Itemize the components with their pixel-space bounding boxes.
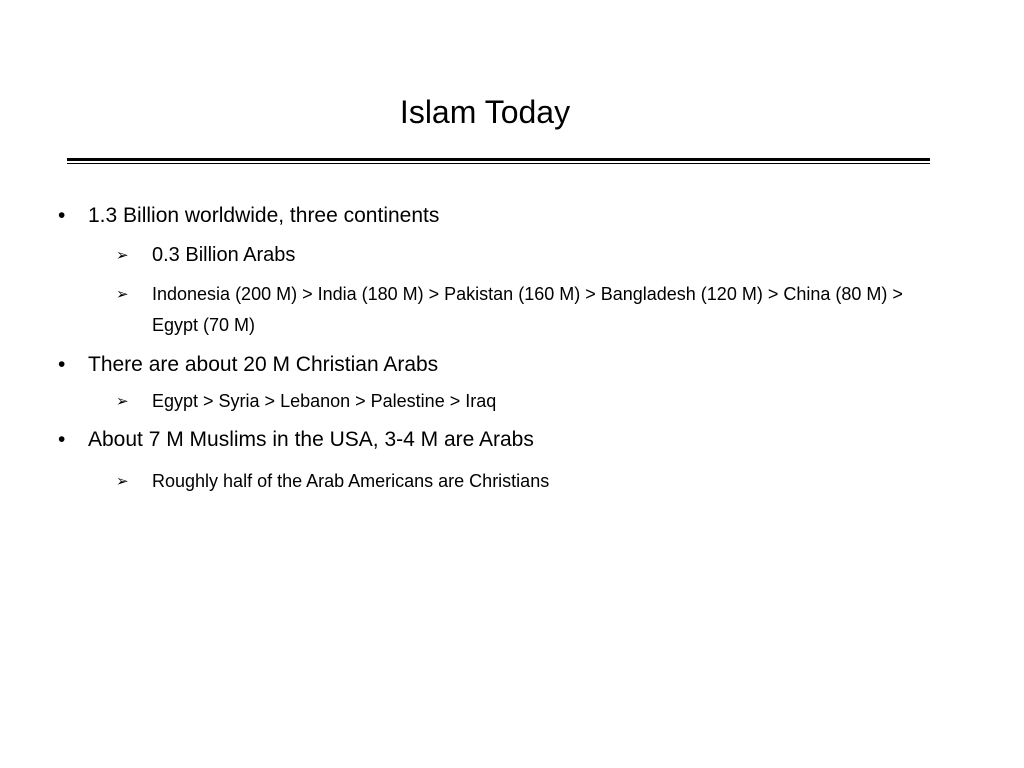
slide-title: Islam Today: [399, 94, 571, 130]
bullet-text: About 7 M Muslims in the USA, 3-4 M are Arabs: [88, 428, 534, 451]
arrow-bullet-icon: ➢: [116, 247, 129, 264]
bullet-dot-icon: •: [58, 353, 66, 376]
divider-thin-line: [67, 163, 930, 164]
arrow-bullet-icon: ➢: [116, 286, 129, 303]
title-divider: [67, 158, 930, 164]
bullet-dot-icon: •: [58, 204, 66, 227]
bullet-dot-icon: •: [58, 428, 66, 451]
sub-bullet-text: Roughly half of the Arab Americans are Christians: [152, 471, 550, 491]
sub-bullet-text: Indonesia (200 M) > India (180 M) > Pakistan (160 M) > Bangladesh (120 M) > China (80 M) > Egypt (70 M): [152, 284, 903, 335]
arrow-bullet-icon: ➢: [116, 393, 129, 410]
sub-bullet-text: Egypt > Syria > Lebanon > Palestine > Iraq: [152, 391, 497, 411]
arrow-bullet-icon: ➢: [116, 473, 129, 490]
divider-thick-line: [67, 158, 930, 161]
bullet-text: 1.3 Billion worldwide, three continents: [88, 204, 440, 227]
bullet-text: There are about 20 M Christian Arabs: [88, 353, 439, 376]
sub-bullet-text: 0.3 Billion Arabs: [152, 244, 296, 266]
